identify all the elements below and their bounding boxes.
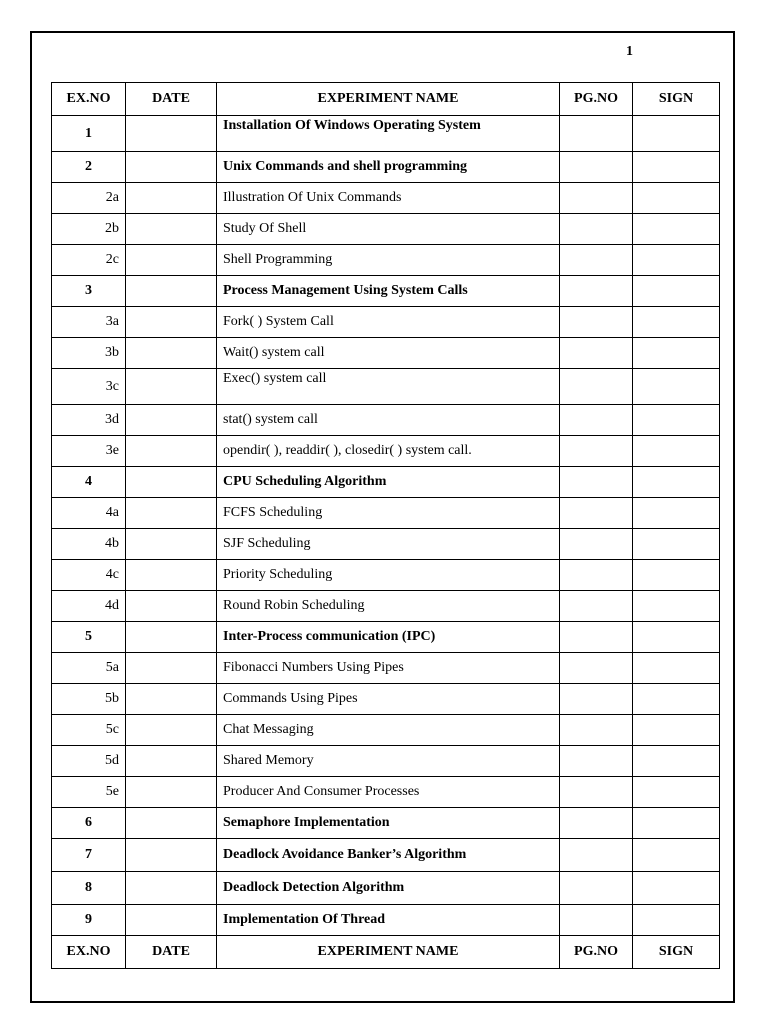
sign-cell bbox=[633, 183, 720, 214]
table-row bbox=[52, 498, 720, 529]
exno-cell: 9 bbox=[52, 905, 126, 936]
sign-cell bbox=[633, 245, 720, 276]
date-cell bbox=[126, 839, 217, 872]
experiment-name-cell: Commands Using Pipes bbox=[217, 684, 560, 715]
exno-cell: 2 bbox=[52, 152, 126, 183]
experiment-name-cell: SJF Scheduling bbox=[217, 529, 560, 560]
pgno-cell bbox=[560, 152, 633, 183]
experiment-name-cell: Deadlock Avoidance Banker’s Algorithm bbox=[217, 839, 560, 872]
experiment-name-cell: stat() system call bbox=[217, 405, 560, 436]
pgno-cell bbox=[560, 338, 633, 369]
table-row bbox=[52, 808, 720, 839]
sign-cell bbox=[633, 307, 720, 338]
exno-cell: 6 bbox=[52, 808, 126, 839]
date-cell bbox=[126, 369, 217, 405]
experiment-name-cell: Study Of Shell bbox=[217, 214, 560, 245]
table-row bbox=[52, 152, 720, 183]
sign-cell bbox=[633, 872, 720, 905]
exno-cell: 5e bbox=[52, 777, 126, 808]
exno-cell: 4c bbox=[52, 560, 126, 591]
pgno-cell bbox=[560, 369, 633, 405]
experiment-name-cell: Inter-Process communication (IPC) bbox=[217, 622, 560, 653]
pgno-cell bbox=[560, 808, 633, 839]
pgno-cell bbox=[560, 684, 633, 715]
table-row bbox=[52, 777, 720, 808]
table-row bbox=[52, 116, 720, 152]
date-cell bbox=[126, 872, 217, 905]
sign-cell bbox=[633, 152, 720, 183]
date-cell bbox=[126, 276, 217, 307]
exno-cell: 4a bbox=[52, 498, 126, 529]
experiment-name-cell: Fibonacci Numbers Using Pipes bbox=[217, 653, 560, 684]
table-row bbox=[52, 684, 720, 715]
pgno-cell bbox=[560, 560, 633, 591]
sign-cell bbox=[633, 467, 720, 498]
sign-cell bbox=[633, 498, 720, 529]
footer-experiment-name: EXPERIMENT NAME bbox=[217, 936, 560, 969]
date-cell bbox=[126, 245, 217, 276]
date-cell bbox=[126, 746, 217, 777]
sign-cell bbox=[633, 684, 720, 715]
date-cell bbox=[126, 529, 217, 560]
exno-cell: 5c bbox=[52, 715, 126, 746]
sign-cell bbox=[633, 839, 720, 872]
footer-sign: SIGN bbox=[633, 936, 720, 969]
pgno-cell bbox=[560, 529, 633, 560]
exno-cell: 5a bbox=[52, 653, 126, 684]
pgno-cell bbox=[560, 116, 633, 152]
exno-cell: 3e bbox=[52, 436, 126, 467]
table-row bbox=[52, 905, 720, 936]
pgno-cell bbox=[560, 872, 633, 905]
date-cell bbox=[126, 116, 217, 152]
experiment-name-cell: Shared Memory bbox=[217, 746, 560, 777]
pgno-cell bbox=[560, 276, 633, 307]
date-cell bbox=[126, 622, 217, 653]
table-row bbox=[52, 560, 720, 591]
experiment-name-cell: Exec() system call bbox=[217, 369, 560, 405]
sign-cell bbox=[633, 214, 720, 245]
table-row bbox=[52, 467, 720, 498]
sign-cell bbox=[633, 405, 720, 436]
header-pgno: PG.NO bbox=[560, 83, 633, 116]
table-row bbox=[52, 183, 720, 214]
sign-cell bbox=[633, 560, 720, 591]
experiment-name-cell: Deadlock Detection Algorithm bbox=[217, 872, 560, 905]
experiment-name-cell: FCFS Scheduling bbox=[217, 498, 560, 529]
experiment-name-cell: Semaphore Implementation bbox=[217, 808, 560, 839]
date-cell bbox=[126, 777, 217, 808]
header-date: DATE bbox=[126, 83, 217, 116]
experiment-name-cell: Illustration Of Unix Commands bbox=[217, 183, 560, 214]
date-cell bbox=[126, 405, 217, 436]
exno-cell: 3d bbox=[52, 405, 126, 436]
experiment-name-cell: Installation Of Windows Operating System bbox=[217, 116, 560, 152]
date-cell bbox=[126, 214, 217, 245]
date-cell bbox=[126, 560, 217, 591]
experiment-name-cell: Producer And Consumer Processes bbox=[217, 777, 560, 808]
page-number: 1 bbox=[626, 44, 633, 59]
pgno-cell bbox=[560, 214, 633, 245]
experiment-name-cell: Process Management Using System Calls bbox=[217, 276, 560, 307]
table-row bbox=[52, 839, 720, 872]
sign-cell bbox=[633, 777, 720, 808]
date-cell bbox=[126, 183, 217, 214]
experiment-name-cell: Implementation Of Thread bbox=[217, 905, 560, 936]
exno-cell: 2c bbox=[52, 245, 126, 276]
date-cell bbox=[126, 653, 217, 684]
header-row bbox=[52, 83, 720, 116]
table-row bbox=[52, 276, 720, 307]
sign-cell bbox=[633, 905, 720, 936]
sign-cell bbox=[633, 436, 720, 467]
exno-cell: 4d bbox=[52, 591, 126, 622]
pgno-cell bbox=[560, 307, 633, 338]
date-cell bbox=[126, 307, 217, 338]
table-row bbox=[52, 436, 720, 467]
experiment-name-cell: Unix Commands and shell programming bbox=[217, 152, 560, 183]
table-row bbox=[52, 529, 720, 560]
date-cell bbox=[126, 467, 217, 498]
exno-cell: 5d bbox=[52, 746, 126, 777]
footer-pgno: PG.NO bbox=[560, 936, 633, 969]
table-row bbox=[52, 746, 720, 777]
table-row bbox=[52, 653, 720, 684]
table-row bbox=[52, 405, 720, 436]
sign-cell bbox=[633, 622, 720, 653]
pgno-cell bbox=[560, 245, 633, 276]
date-cell bbox=[126, 715, 217, 746]
exno-cell: 3c bbox=[52, 369, 126, 405]
table-row bbox=[52, 214, 720, 245]
date-cell bbox=[126, 905, 217, 936]
pgno-cell bbox=[560, 715, 633, 746]
pgno-cell bbox=[560, 436, 633, 467]
experiment-name-cell: Chat Messaging bbox=[217, 715, 560, 746]
header-exno: EX.NO bbox=[52, 83, 126, 116]
date-cell bbox=[126, 591, 217, 622]
experiment-name-cell: Fork( ) System Call bbox=[217, 307, 560, 338]
footer-exno: EX.NO bbox=[52, 936, 126, 969]
experiment-name-cell: CPU Scheduling Algorithm bbox=[217, 467, 560, 498]
exno-cell: 5 bbox=[52, 622, 126, 653]
exno-cell: 3 bbox=[52, 276, 126, 307]
pgno-cell bbox=[560, 498, 633, 529]
sign-cell bbox=[633, 338, 720, 369]
pgno-cell bbox=[560, 653, 633, 684]
footer-header-row bbox=[52, 936, 720, 969]
table-row bbox=[52, 307, 720, 338]
table-row bbox=[52, 245, 720, 276]
exno-cell: 2b bbox=[52, 214, 126, 245]
table-row bbox=[52, 715, 720, 746]
sign-cell bbox=[633, 808, 720, 839]
table-body bbox=[52, 116, 720, 936]
sign-cell bbox=[633, 653, 720, 684]
experiment-name-cell: Wait() system call bbox=[217, 338, 560, 369]
exno-cell: 8 bbox=[52, 872, 126, 905]
table-row bbox=[52, 369, 720, 405]
exno-cell: 2a bbox=[52, 183, 126, 214]
date-cell bbox=[126, 808, 217, 839]
exno-cell: 4b bbox=[52, 529, 126, 560]
pgno-cell bbox=[560, 405, 633, 436]
sign-cell bbox=[633, 746, 720, 777]
pgno-cell bbox=[560, 591, 633, 622]
sign-cell bbox=[633, 591, 720, 622]
date-cell bbox=[126, 684, 217, 715]
table-row bbox=[52, 872, 720, 905]
experiment-name-cell: Priority Scheduling bbox=[217, 560, 560, 591]
header-experiment-name: EXPERIMENT NAME bbox=[217, 83, 560, 116]
table-row bbox=[52, 622, 720, 653]
exno-cell: 3a bbox=[52, 307, 126, 338]
pgno-cell bbox=[560, 746, 633, 777]
pgno-cell bbox=[560, 905, 633, 936]
exno-cell: 1 bbox=[52, 116, 126, 152]
table-row bbox=[52, 338, 720, 369]
exno-cell: 3b bbox=[52, 338, 126, 369]
sign-cell bbox=[633, 116, 720, 152]
pgno-cell bbox=[560, 622, 633, 653]
date-cell bbox=[126, 338, 217, 369]
date-cell bbox=[126, 498, 217, 529]
header-sign: SIGN bbox=[633, 83, 720, 116]
sign-cell bbox=[633, 529, 720, 560]
experiment-index-table bbox=[51, 82, 720, 969]
pgno-cell bbox=[560, 183, 633, 214]
sign-cell bbox=[633, 369, 720, 405]
experiment-name-cell: opendir( ), readdir( ), closedir( ) system call. bbox=[217, 436, 560, 467]
experiment-name-cell: Round Robin Scheduling bbox=[217, 591, 560, 622]
table-row bbox=[52, 591, 720, 622]
experiment-name-cell: Shell Programming bbox=[217, 245, 560, 276]
sign-cell bbox=[633, 276, 720, 307]
pgno-cell bbox=[560, 839, 633, 872]
sign-cell bbox=[633, 715, 720, 746]
exno-cell: 4 bbox=[52, 467, 126, 498]
exno-cell: 5b bbox=[52, 684, 126, 715]
pgno-cell bbox=[560, 467, 633, 498]
date-cell bbox=[126, 152, 217, 183]
date-cell bbox=[126, 436, 217, 467]
footer-date: DATE bbox=[126, 936, 217, 969]
pgno-cell bbox=[560, 777, 633, 808]
exno-cell: 7 bbox=[52, 839, 126, 872]
